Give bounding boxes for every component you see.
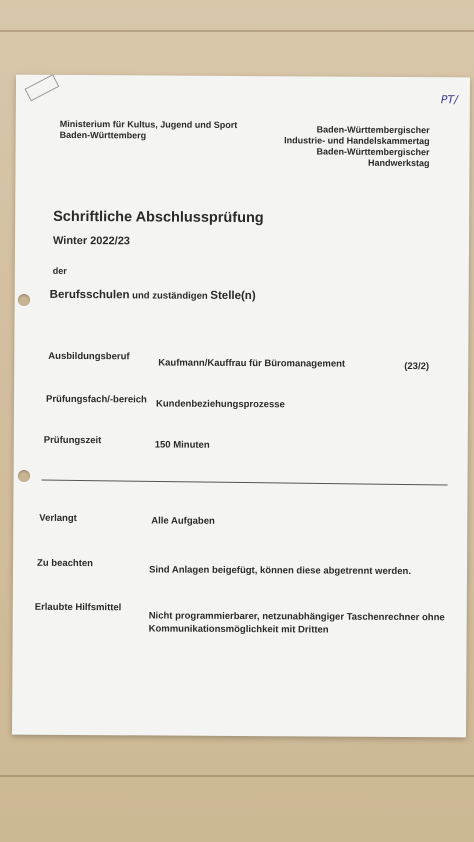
field-value-pruefungszeit: 150 Minuten	[154, 439, 210, 451]
table-plank-seam-top	[0, 30, 474, 32]
schools-part-3: Stelle(n)	[210, 289, 256, 303]
ministry-line-2: Baden-Württemberg	[59, 129, 147, 141]
rule-value-verlangt: Alle Aufgaben	[151, 515, 215, 527]
rule-value-hilfsmittel-1: Nicht programmierbarer, netzunabhängiger Taschenrechner ohne	[148, 610, 445, 624]
handwritten-note: PT/	[440, 93, 458, 107]
schools-part-1: Berufsschulen	[49, 288, 130, 302]
rule-label-zu-beachten: Zu beachten	[37, 557, 94, 570]
chamber-line-2: Industrie- und Handelskammertag	[284, 135, 430, 147]
exam-cover-sheet	[12, 75, 470, 738]
rule-value-zu-beachten: Sind Anlagen beigefügt, können diese abgetrennt werden.	[148, 564, 412, 578]
exam-der: der	[52, 265, 67, 276]
rule-label-verlangt: Verlangt	[39, 512, 77, 524]
stamp-mark-icon	[25, 74, 60, 101]
rule-value-hilfsmittel-2: Kommunikationsmöglichkeit mit Dritten	[148, 623, 329, 636]
ministry-line-1: Ministerium für Kultus, Jugend und Sport	[59, 118, 238, 130]
field-value-pruefungsfach: Kundenbeziehungsprozesse	[155, 398, 285, 411]
exam-title: Schriftliche Abschlussprüfung	[53, 208, 264, 227]
schools-part-2: und zuständigen	[129, 290, 211, 302]
field-label-ausbildungsberuf: Ausbildungsberuf	[48, 350, 130, 363]
rule-label-hilfsmittel: Erlaubte Hilfsmittel	[34, 601, 122, 614]
punch-hole-top	[18, 294, 30, 306]
chamber-block	[284, 124, 430, 169]
exam-schools	[50, 289, 256, 302]
divider-line	[42, 480, 448, 486]
chamber-line-3: Baden-Württembergischer	[316, 146, 430, 158]
table-plank-seam-bottom	[0, 775, 474, 777]
chamber-line-1: Baden-Württembergischer	[316, 124, 430, 136]
field-code-ausbildungsberuf: (23/2)	[404, 360, 430, 373]
exam-season: Winter 2022/23	[52, 234, 130, 248]
field-label-pruefungsfach: Prüfungsfach/-bereich	[46, 393, 147, 406]
field-label-pruefungszeit: Prüfungszeit	[43, 434, 102, 447]
chamber-line-4: Handwerkstag	[367, 157, 430, 169]
ministry-block	[60, 119, 238, 142]
field-value-ausbildungsberuf: Kaufmann/Kauffrau für Büromanagement	[158, 357, 346, 370]
punch-hole-bottom	[18, 470, 30, 482]
